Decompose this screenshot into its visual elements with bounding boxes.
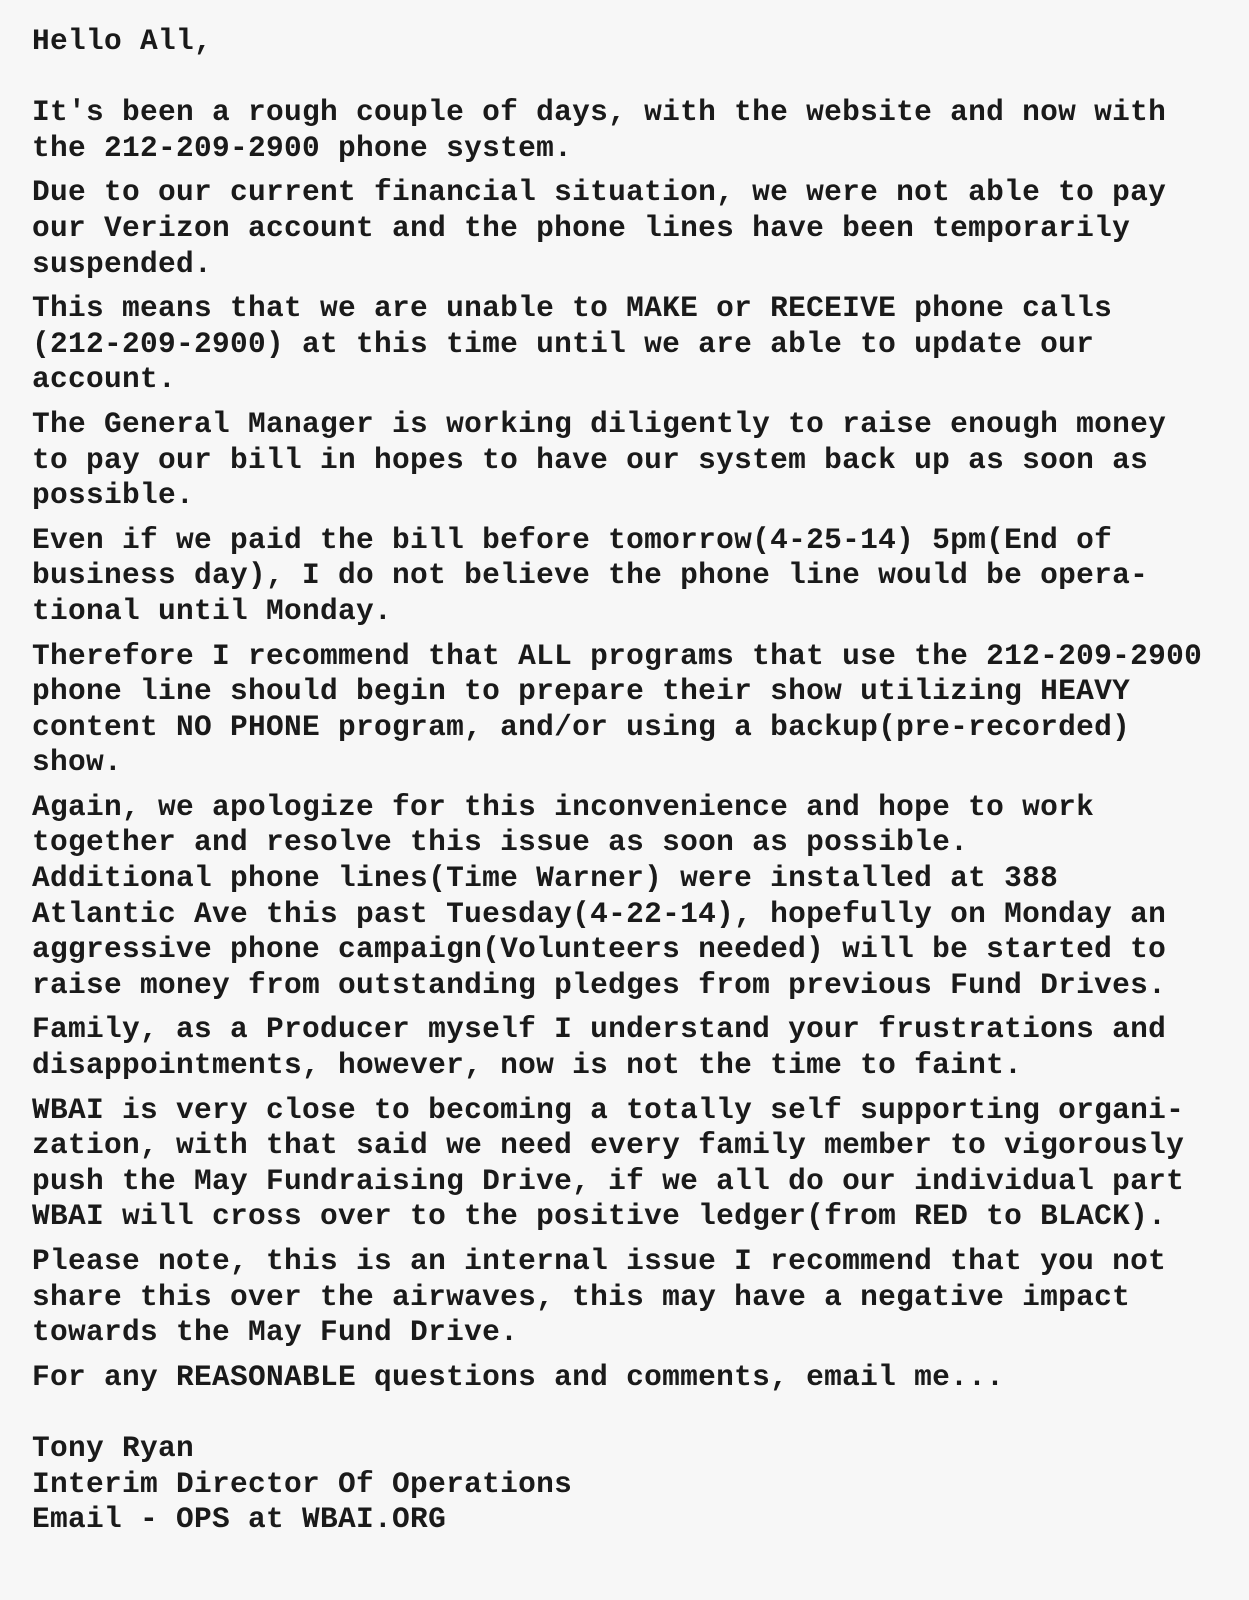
signature-name: Tony Ryan (32, 1430, 195, 1465)
paragraph-recommendation (32, 639, 1232, 781)
paragraph-line: account. (32, 362, 177, 397)
paragraph-line: WBAI will cross over to the positive ledger(from RED to BLACK). (32, 1199, 1167, 1234)
paragraph-line: Family, as a Producer myself I understand your frustrations and (32, 1012, 1167, 1047)
paragraph-website-phone (32, 95, 1232, 166)
paragraph-line: This means that we are unable to MAKE or RECEIVE phone calls (32, 291, 1113, 326)
paragraph-line: push the May Fundraising Drive, if we all do our individual part (32, 1163, 1185, 1198)
paragraph-line: our Verizon account and the phone lines have been temporarily (32, 210, 1131, 245)
paragraph-line: tional until Monday. (32, 593, 393, 628)
paragraph-bill-timing (32, 523, 1232, 630)
paragraph-line: Atlantic Ave this past Tuesday(4-22-14), hopefully on Monday an (32, 896, 1167, 931)
paragraph-line: (212-209-2900) at this time until we are able to update our (32, 326, 1095, 361)
paragraph-line: Due to our current financial situation, we were not able to pay (32, 175, 1167, 210)
paragraph-line: It's been a rough couple of days, with the website and now with (32, 95, 1167, 130)
paragraph-line: phone line should begin to prepare their show utilizing HEAVY (32, 674, 1131, 709)
paragraph-line: raise money from outstanding pledges from previous Fund Drives. (32, 967, 1167, 1002)
paragraph-line: Even if we paid the bill before tomorrow(4-25-14) 5pm(End of (32, 522, 1113, 557)
paragraph-line: zation, with that said we need every family member to vigorously (32, 1128, 1185, 1163)
signature-title: Interim Director Of Operations (32, 1466, 573, 1501)
paragraph-line: show. (32, 745, 123, 780)
paragraph-line: The General Manager is working diligently to raise enough money (32, 406, 1167, 441)
paragraph-line: possible. (32, 478, 195, 513)
paragraph-line: towards the May Fund Drive. (32, 1315, 519, 1350)
paragraph-apology (32, 790, 1232, 1004)
paragraph-family (32, 1012, 1232, 1083)
paragraph-line: Therefore I recommend that ALL programs that use the 212-209-2900 (32, 638, 1203, 673)
letter-body (32, 24, 1232, 1538)
paragraph-line: business day), I do not believe the phone line would be opera- (32, 558, 1149, 593)
paragraph-line: WBAI is very close to becoming a totally self supporting organi- (32, 1092, 1185, 1127)
paragraph-line: to pay our bill in hopes to have our system back up as soon as (32, 442, 1149, 477)
paragraph-line: together and resolve this issue as soon as possible. (32, 825, 969, 860)
paragraph-line: Additional phone lines(Time Warner) were installed at 388 (32, 861, 1059, 896)
paragraph-self-supporting (32, 1093, 1232, 1235)
paragraph-line: For any REASONABLE questions and comments, email me... (32, 1359, 1005, 1394)
paragraph-financial-situation (32, 175, 1232, 282)
paragraph-line: Again, we apologize for this inconvenience and hope to work (32, 789, 1095, 824)
greeting: Hello All, (32, 24, 213, 58)
signature-block (32, 1431, 1232, 1538)
paragraph-general-manager (32, 407, 1232, 514)
paragraph-line: the 212-209-2900 phone system. (32, 130, 573, 165)
paragraph-line: aggressive phone campaign(Volunteers needed) will be started to (32, 932, 1167, 967)
paragraph-unable-calls (32, 291, 1232, 398)
paragraph-contact (32, 1360, 1232, 1396)
paragraph-line: share this over the airwaves, this may have a negative impact (32, 1279, 1131, 1314)
paragraph-line: content NO PHONE program, and/or using a backup(pre-recorded) (32, 709, 1131, 744)
signature-email: Email - OPS at WBAI.ORG (32, 1502, 447, 1537)
paragraph-line: suspended. (32, 246, 213, 281)
paragraph-internal-issue (32, 1244, 1232, 1351)
paragraph-line: Please note, this is an internal issue I recommend that you not (32, 1244, 1167, 1278)
paragraph-line: disappointments, however, now is not the time to faint. (32, 1048, 1023, 1083)
